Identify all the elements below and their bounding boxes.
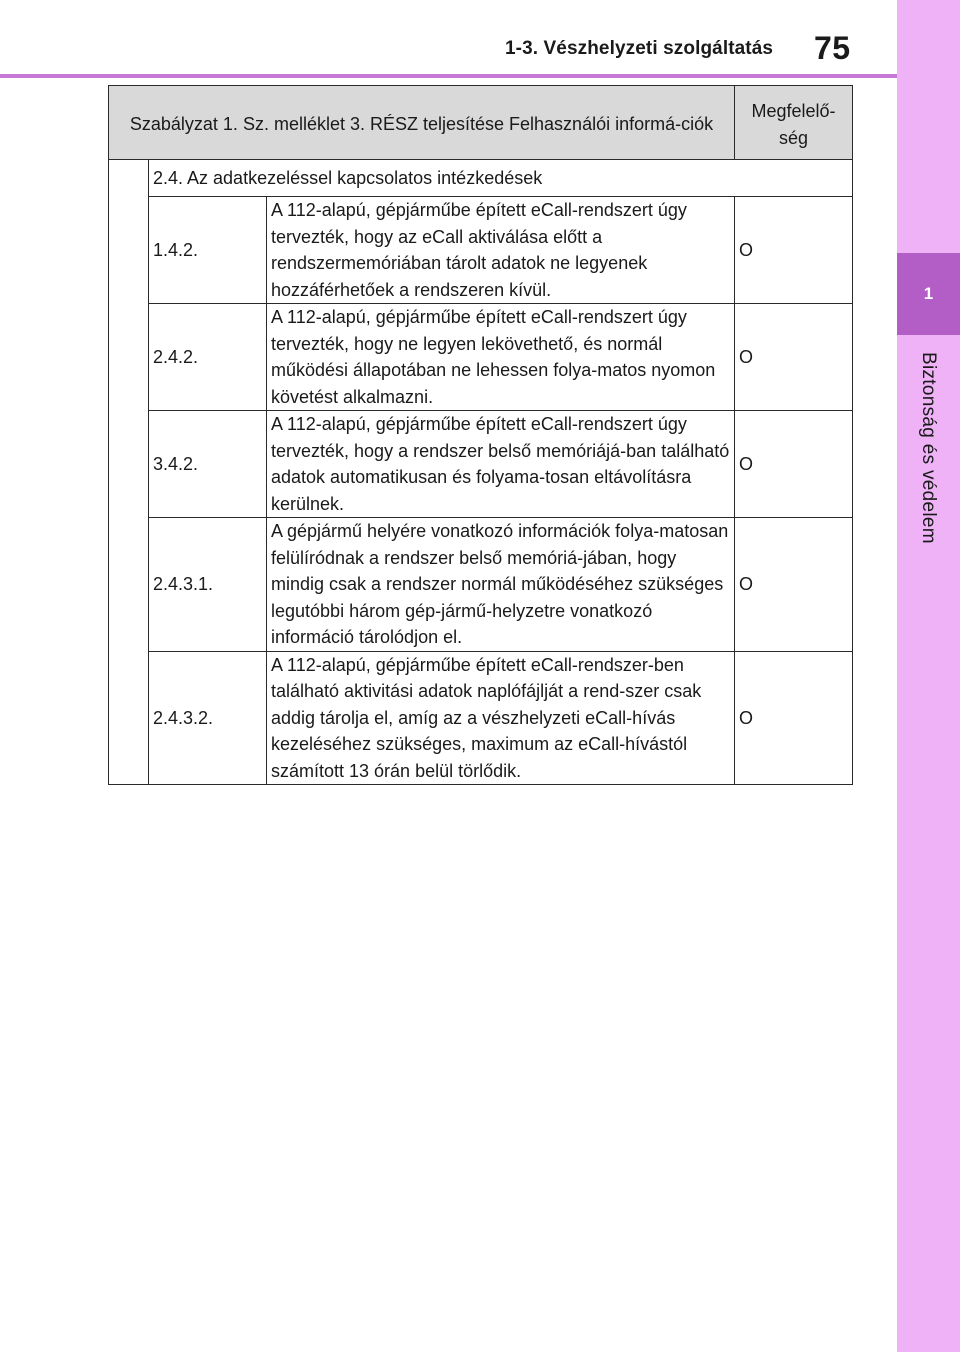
row-id: 2.4.2. bbox=[149, 304, 267, 411]
chapter-name: Biztonság és védelem bbox=[918, 352, 939, 544]
row-text: A 112-alapú, gépjárműbe épített eCall-rendszert úgy tervezték, hogy ne legyen lekövethető, és normál működési állapotában ne lehessen folya-matos nyomon követést alkalmazni. bbox=[267, 304, 735, 411]
row-compliance: O bbox=[735, 304, 853, 411]
header-requirement: Szabályzat 1. Sz. melléklet 3. RÉSZ teljesítése Felhasználói informá-ciók bbox=[109, 86, 735, 160]
row-text: A 112-alapú, gépjárműbe épített eCall-rendszert úgy tervezték, hogy a rendszer belső memóriájá-ban található adatok automatikusan és folyama-tosan eltávolításra kerülnek. bbox=[267, 411, 735, 518]
subheading: 2.4. Az adatkezeléssel kapcsolatos intézkedések bbox=[149, 160, 853, 197]
row-text: A gépjármű helyére vonatkozó információk folya-matosan felülíródnak a rendszer belső memóriá-jában, hogy mindig csak a rendszer normál működéséhez szükséges legutóbbi három gép-jármű-helyzetre vonatkozó információ tárolódjon el. bbox=[267, 518, 735, 652]
row-compliance: O bbox=[735, 518, 853, 652]
table-header-row bbox=[109, 86, 853, 160]
row-compliance: O bbox=[735, 411, 853, 518]
row-id: 3.4.2. bbox=[149, 411, 267, 518]
section-title: 1-3. Vészhelyzeti szolgáltatás bbox=[505, 38, 774, 59]
side-tab bbox=[897, 0, 960, 1352]
chapter-number: 1 bbox=[923, 284, 934, 303]
row-compliance: O bbox=[735, 651, 853, 785]
chapter-number-box bbox=[897, 253, 960, 335]
row-text: A 112-alapú, gépjárműbe épített eCall-rendszer-ben található aktivitási adatok naplófájlját a rend-szer csak addig tárolja el, amíg az a vészhelyzeti eCall-hívás kezeléséhez szükséges, maximum az eCall-hívástól számított 13 órán belül törlődik. bbox=[267, 651, 735, 785]
row-id: 2.4.3.1. bbox=[149, 518, 267, 652]
row-compliance: O bbox=[735, 197, 853, 304]
page-number: 75 bbox=[814, 30, 851, 66]
subheading-row bbox=[109, 160, 853, 197]
row-id: 1.4.2. bbox=[149, 197, 267, 304]
row-id: 2.4.3.2. bbox=[149, 651, 267, 785]
row-text: A 112-alapú, gépjárműbe épített eCall-rendszert úgy tervezték, hogy az eCall aktiválása előtt a rendszermemóriában tárolt adatok ne legyenek hozzáférhetőek a rendszeren kívül. bbox=[267, 197, 735, 304]
table-row bbox=[109, 651, 853, 785]
table-row bbox=[109, 304, 853, 411]
compliance-table bbox=[108, 85, 853, 785]
table-row bbox=[109, 197, 853, 304]
table-row bbox=[109, 411, 853, 518]
indent-cell bbox=[109, 160, 149, 785]
table-row bbox=[109, 518, 853, 652]
header-rule bbox=[0, 74, 897, 78]
header-compliance: Megfelelő-ség bbox=[735, 86, 853, 160]
